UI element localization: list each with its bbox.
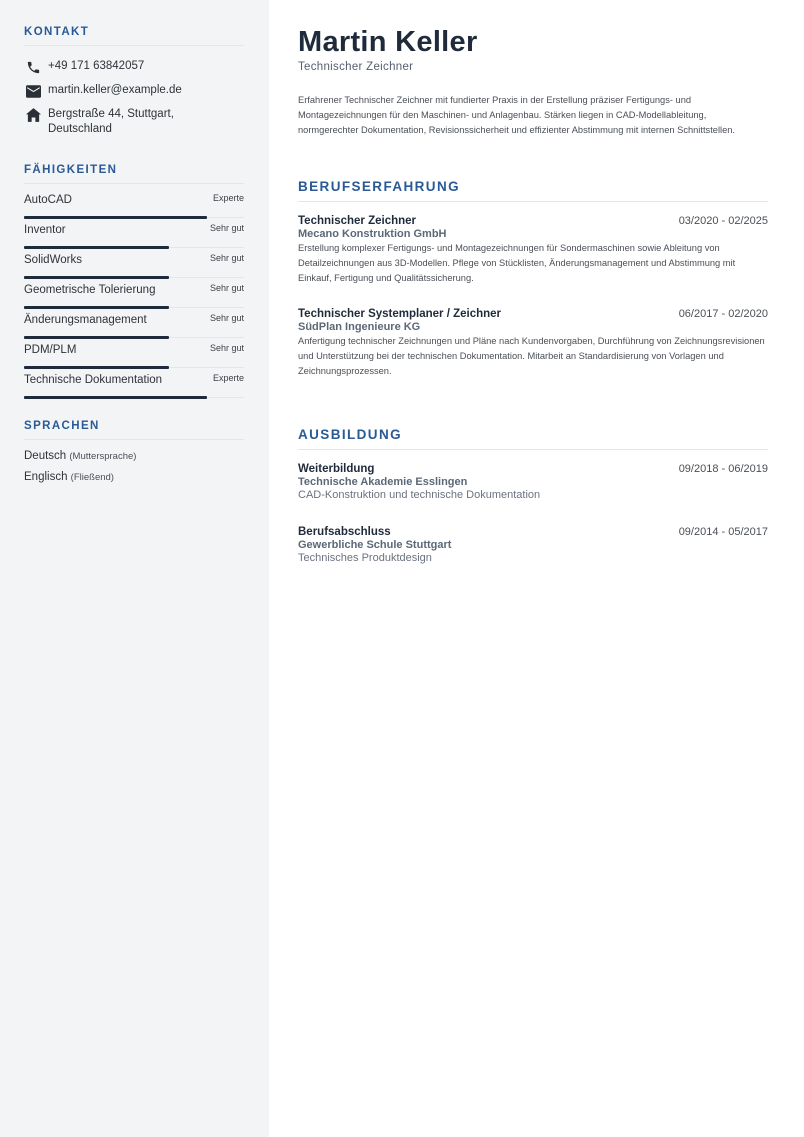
address-text: Bergstraße 44, Stuttgart, Deutschland: [48, 108, 174, 135]
skill-row: [24, 282, 244, 308]
skill-name: Technische Dokumentation: [24, 374, 163, 386]
skill-row: [24, 192, 244, 218]
contact-phone[interactable]: [24, 59, 244, 75]
experience-entry: [298, 308, 768, 379]
languages-heading: SPRACHEN: [24, 420, 244, 440]
language-item: [24, 471, 114, 483]
contact-email[interactable]: [24, 83, 244, 99]
experience-heading: BERUFSERFAHRUNG: [298, 179, 768, 202]
skill-level-bar: [24, 366, 169, 369]
experience-entry: [298, 215, 768, 286]
education-heading: AUSBILDUNG: [298, 427, 768, 450]
entry-title: Technischer Zeichner: [298, 215, 417, 227]
entry-organization: Technische Akademie Esslingen: [298, 476, 468, 488]
entry-description: Erstellung komplexer Fertigungs- und Montagezeichnungen für Sondermaschinen sowie Ableitung von Detailzeichnungen aus 3D-Modellen. Pflege von Stücklisten, Änderungsmanagement und Abstimmung mit Einkauf, Fertigung und Qualitätssicherung.: [298, 243, 736, 283]
entry-organization: SüdPlan Ingenieure KG: [298, 321, 421, 333]
phone-icon: [24, 59, 42, 75]
skill-row: [24, 342, 244, 368]
language-name: Englisch: [24, 471, 68, 483]
entry-date: 09/2014 - 05/2017: [678, 526, 768, 538]
skill-level-bar: [24, 306, 169, 309]
skill-level-bar: [24, 216, 207, 219]
skill-level: Sehr gut: [209, 343, 244, 353]
skill-level-bar: [24, 336, 169, 339]
skill-name: Geometrische Tolerierung: [24, 284, 156, 296]
skill-level: Experte: [212, 193, 244, 203]
education-entry: [298, 526, 768, 564]
entry-organization: Gewerbliche Schule Stuttgart: [298, 539, 452, 551]
skill-level: Sehr gut: [209, 283, 244, 293]
phone-text: +49 171 63842057: [48, 60, 145, 72]
language-level: (Muttersprache): [69, 451, 137, 462]
entry-title: Berufsabschluss: [298, 526, 391, 538]
skill-level: Sehr gut: [209, 313, 244, 323]
skill-level-bar: [24, 246, 169, 249]
skill-name: Änderungsmanagement: [24, 314, 147, 326]
person-name: Martin Keller: [298, 26, 478, 58]
skill-level-bar: [24, 396, 207, 399]
skill-level: Experte: [212, 373, 244, 383]
entry-date: 09/2018 - 06/2019: [678, 463, 768, 475]
entry-subject: CAD-Konstruktion und technische Dokumentation: [298, 489, 541, 501]
education-entry: [298, 463, 768, 501]
entry-organization: Mecano Konstruktion GmbH: [298, 228, 447, 240]
skill-row: [24, 372, 244, 398]
skills-heading: FÄHIGKEITEN: [24, 164, 244, 184]
mail-icon: [24, 83, 42, 99]
entry-description: Anfertigung technischer Zeichnungen und Pläne nach Kundenvorgaben, Durchführung von Zeichnungsrevisionen und Unterstützung bei der technischen Dokumentation. Mitarbeit an Standardisierung von Vorlagen und Zeichnungsprozessen.: [298, 336, 765, 376]
skill-level: Sehr gut: [209, 253, 244, 263]
contact-heading: KONTAKT: [24, 26, 244, 46]
contact-address: [24, 107, 244, 137]
entry-date: 03/2020 - 02/2025: [678, 215, 768, 227]
skill-row: [24, 222, 244, 248]
language-level: (Fließend): [70, 472, 114, 483]
profile-summary: Erfahrener Technischer Zeichner mit fundierter Praxis in der Erstellung präziser Fertigungs- und Montagezeichnungen für den Maschinen- und Anlagenbau. Stärken liegen in CAD-Modellableitung, normgerechter Dokumentation, Revisionssicherheit und effizienter Abstimmung mit internen Schnittstellen.: [298, 95, 735, 135]
skill-name: Inventor: [24, 224, 66, 236]
entry-title: Weiterbildung: [298, 463, 375, 475]
skill-name: AutoCAD: [24, 194, 72, 206]
language-item: [24, 450, 136, 462]
entry-date: 06/2017 - 02/2020: [678, 308, 768, 320]
skill-name: PDM/PLM: [24, 344, 77, 356]
language-name: Deutsch: [24, 450, 67, 462]
home-icon: [24, 107, 42, 123]
entry-subject: Technisches Produktdesign: [298, 552, 432, 564]
entry-title: Technischer Systemplaner / Zeichner: [298, 308, 502, 320]
skill-name: SolidWorks: [24, 254, 82, 266]
job-title: Technischer Zeichner: [298, 61, 414, 73]
skill-level: Sehr gut: [209, 223, 244, 233]
skill-level-bar: [24, 276, 169, 279]
skill-row: [24, 252, 244, 278]
skill-row: [24, 312, 244, 338]
email-text: martin.keller@example.de: [48, 84, 182, 96]
